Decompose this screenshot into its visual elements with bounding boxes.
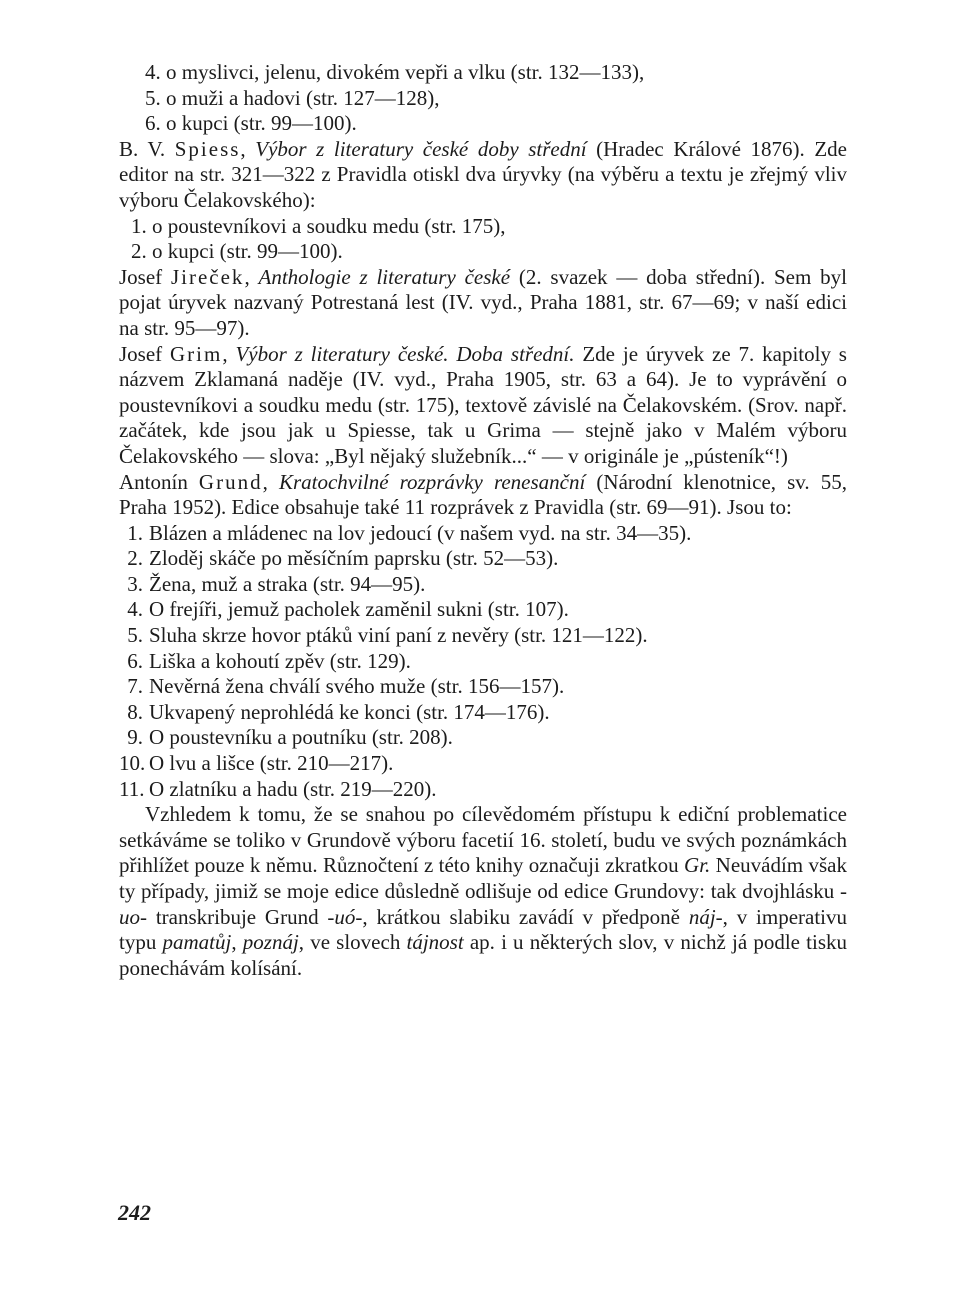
item-number: 5.: [127, 623, 143, 648]
item-number: 9.: [127, 725, 143, 750]
closing-paragraph: [119, 802, 847, 981]
item-number: 4.: [127, 597, 143, 622]
list-item: [119, 572, 847, 598]
paragraph-text: Vzhledem k tomu, že se snahou po cílevědomém přístupu k ediční problematice setkáváme se toliko v Grundově výboru facetií 16. století, budu ve svých poznámkách přihlížet pouze k němu. Různočtení z této knihy označuji zkratkou: [119, 802, 847, 878]
item-number: 2.: [127, 546, 143, 571]
book-title: Výbor z literatury české doby střední: [255, 136, 587, 161]
list-item: [119, 597, 847, 623]
author-initials: B. V.: [119, 136, 175, 161]
paragraph-text: , v imperativu typu: [119, 904, 847, 955]
paragraph-text: ,: [231, 930, 243, 955]
author-first-name: Josef: [119, 264, 171, 289]
list-item: 4. o myslivci, jelenu, divokém vepři a vlku (str. 132—133),: [145, 60, 645, 84]
book-title: Výbor z literatury české. Doba střední.: [235, 341, 575, 366]
list-item: [119, 725, 847, 751]
item-number: 6.: [127, 648, 143, 673]
item-text: Žena, muž a straka (str. 94—95).: [149, 571, 426, 596]
italic-term: tájnost: [406, 930, 464, 955]
item-text: O poustevníku a poutníku (str. 208).: [149, 725, 453, 750]
item-text: O zlatníku a hadu (str. 219—220).: [149, 776, 437, 801]
list-item: [119, 623, 847, 649]
list-item: 6. o kupci (str. 99—100).: [145, 111, 357, 136]
entry-text: Zde je úryvek ze 7. kapitoly s názvem Zklamaná naděje (IV. vyd., Praha 1905, str. 63 a 64). Je to vyprávění o poustevníkovi a soudku medu (str. 175), textově závislé na Čelakovském. (Srov. např. začátek, kde jsou jak u Spiesse, tak u Grima — stejně jako v Malém výboru Čelakovského — slova: „Byl nějaký služebník...“ — v originále je „pústeník“!): [119, 341, 847, 468]
separator: ,: [262, 469, 279, 494]
author-first-name: Antonín: [119, 469, 199, 494]
item-number: 1.: [127, 520, 143, 545]
separator: ,: [244, 264, 259, 289]
item-number: 7.: [127, 674, 143, 699]
entry-text: (Národní klenotnice, sv. 55, Praha 1952). Edice obsahuje také 11 rozprávek z Pravidla (str. 69—91). Jsou to:: [119, 469, 847, 520]
author-name: Grim: [170, 341, 223, 366]
item-text: Nevěrná žena chválí svého muže (str. 156—157).: [149, 674, 565, 699]
item-text: O frejíři, jemuž pacholek zaměnil sukni (str. 107).: [149, 597, 569, 622]
item-number: 8.: [127, 699, 143, 724]
list-item: [119, 674, 847, 700]
author-first-name: Josef: [119, 341, 171, 366]
italic-term: -uó-: [327, 904, 363, 929]
item-number: 11.: [119, 776, 145, 801]
item-text: Zloděj skáče po měsíčním paprsku (str. 52—53).: [149, 546, 559, 571]
book-title: Kratochvilné rozprávky renesanční: [278, 469, 586, 494]
text-body: [119, 60, 847, 981]
list-item: [119, 649, 847, 675]
entry-text: (2. svazek — doba střední). Sem byl pojat úryvek nazvaný Potrestaná lest (IV. vyd., Praha 1881, str. 67—69; v naší edici na str. 95—97).: [119, 264, 847, 340]
italic-term: pamatůj: [162, 930, 232, 955]
separator: ,: [222, 341, 236, 366]
list-item: 1. o poustevníkovi a soudku medu (str. 175),: [131, 213, 506, 238]
paragraph-text: , krátkou slabiku zavádí v předponě: [362, 904, 689, 929]
book-title: Anthologie z literatury české: [258, 264, 511, 289]
bibliography-entry-grim: [119, 342, 847, 470]
item-text: O lvu a lišce (str. 210—217).: [149, 751, 394, 776]
paragraph-text: , ve slovech: [298, 930, 407, 955]
item-text: Ukvapený neprohlédá ke konci (str. 174—176).: [149, 699, 550, 724]
paragraph-text: ap. i u některých slov, v nichž já podle tisku ponechávám kolísání.: [119, 930, 847, 980]
abbreviation: Gr.: [684, 853, 711, 878]
italic-term: -uo-: [119, 879, 847, 929]
item-text: Blázen a mládenec na lov jedoucí (v našem vyd. na str. 34—35).: [149, 520, 692, 545]
list-item: [119, 777, 847, 803]
paragraph-text: Neuvádím však ty případy, jimiž se moje edice důsledně odlišuje od edice Grundovy: tak dvojhlásku: [119, 853, 847, 903]
item-text: Sluha skrze hovor ptáků viní paní z nevěry (str. 121—122).: [149, 623, 648, 648]
entry-text: (Hradec Králové 1876). Zde editor na str. 321—322 z Pravidla otiskl dva úryvky (na výběru a textu je zřejmý vliv výboru Čelakovského):: [119, 136, 847, 212]
author-name: Grund: [198, 469, 263, 494]
bibliography-entry-grund: [119, 470, 847, 521]
list-item: 5. o muži a hadovi (str. 127—128),: [145, 85, 440, 110]
list-item: [119, 700, 847, 726]
list-item: [119, 521, 847, 547]
italic-term: poznáj: [242, 930, 299, 955]
list-item: [119, 751, 847, 777]
paragraph-text: transkribuje Grund: [147, 904, 328, 929]
author-name: Spiess: [174, 136, 241, 161]
item-number: 10.: [119, 751, 146, 776]
list-item: 2. o kupci (str. 99—100).: [131, 239, 343, 264]
story-list: [119, 521, 847, 803]
list-item: [119, 546, 847, 572]
bibliography-entry-spiess: [119, 137, 847, 214]
separator: ,: [240, 136, 256, 161]
bibliography-entry-jirecek: [119, 265, 847, 342]
author-name: Jireček: [170, 264, 245, 289]
item-text: Liška a kohoutí zpěv (str. 129).: [149, 648, 411, 673]
page-number: 242: [118, 1200, 151, 1225]
item-number: 3.: [127, 571, 143, 596]
italic-term: náj-: [688, 904, 723, 929]
